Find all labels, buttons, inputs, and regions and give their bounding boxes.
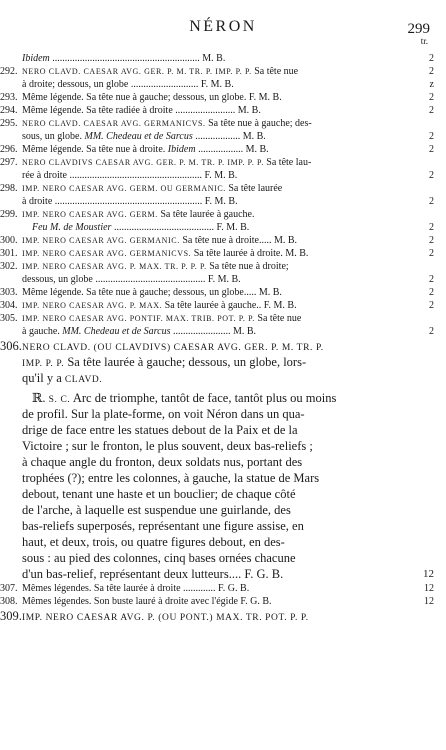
catalog-entry <box>0 260 434 286</box>
entry-line <box>22 566 434 582</box>
body-text: à gauche. <box>22 326 63 337</box>
rarity-value: 2 <box>429 144 434 155</box>
legend-text: NERO CLAVDIVS CAESAR AVG. GER. P. M. TR. P. IMP. P. P. <box>22 158 264 167</box>
entry-line <box>0 104 434 117</box>
rarity-value: 2 <box>429 66 434 77</box>
catalog-entry <box>0 182 434 208</box>
entry-number: 302. <box>0 261 18 272</box>
entry-line <box>0 143 434 156</box>
body-text: sous, un globe. <box>22 131 85 142</box>
body-text: qu'il y a <box>22 371 65 385</box>
legend-text: IMP. P. P. <box>22 359 65 369</box>
entry-number: 297. <box>0 157 18 168</box>
entry-line <box>0 65 434 78</box>
entry-line <box>22 470 434 486</box>
body-text: Même légende. Sa tête nue à gauche; dessous, un globe. F. M. B. <box>22 92 282 103</box>
catalog-entry <box>0 156 434 182</box>
legend-text: IMP. NERO CAESAR AVG. P. MAX. <box>22 301 163 310</box>
body-text: Victoire ; sur le fronton, le plus souvent, deux bas-reliefs ; <box>22 439 313 453</box>
entry-line <box>22 221 434 234</box>
catalog-entry <box>0 117 434 143</box>
catalog-entry <box>0 338 434 582</box>
legend-text: IMP. NERO CAESAR AVG. P. (OU PONT.) MAX. TR. POT. P. P. <box>22 613 309 623</box>
entry-number: 295. <box>0 118 18 129</box>
rarity-value: 12 <box>423 568 434 580</box>
rarity-value: 2 <box>429 287 434 298</box>
entry-line <box>0 156 434 169</box>
body-text: drige de face entre les statues debout de la Paix et de la <box>22 423 298 437</box>
entry-line <box>22 325 434 338</box>
body-text: à chaque angle du fronton, deux soldats nus, portant des <box>22 455 303 469</box>
rarity-value: z <box>429 79 434 90</box>
body-text: debout, tenant une haste et un bouclier; de chaque côté <box>22 487 296 501</box>
entry-line <box>0 234 434 247</box>
legend-text: IMP. NERO CAESAR AVG. P. MAX. TR. P. P. P. <box>22 262 207 271</box>
entry-line <box>0 91 434 104</box>
body-text: bas-reliefs superposés, représentant une figure assise, en <box>22 519 304 533</box>
entry-line <box>0 312 434 325</box>
body-text: Même légende. Sa tête nue à gauche; dessous, un globe..... M. B. <box>22 287 282 298</box>
entry-number: 307. <box>0 583 18 594</box>
rarity-value: 2 <box>429 105 434 116</box>
body-text: Sa tête nue <box>251 66 299 77</box>
italic-text: Feu M. de Moustier <box>32 222 112 233</box>
body-text: Sa tête nue à droite; <box>206 261 289 272</box>
body-text: à droite; dessous, un globe ........................... F. M. B. <box>22 79 234 90</box>
catalog-entry <box>0 299 434 312</box>
entry-number: 306. <box>0 339 22 353</box>
entry-line <box>22 486 434 502</box>
legend-text: NERO CLAVD. CAESAR AVG. GERMANICVS. <box>22 119 206 128</box>
catalog-entry <box>0 65 434 91</box>
catalog-entry <box>0 595 434 608</box>
body-text: Même légende. Sa tête radiée à droite ........................ M. B. <box>22 105 261 116</box>
body-text: ........................................................... M. B. <box>49 53 226 64</box>
entry-line <box>0 595 434 608</box>
entry-line <box>22 195 434 208</box>
body-text: .................. M. B. <box>195 144 269 155</box>
legend-text: IMP. NERO CAESAR AVG. GERM. OU GERMANIC. <box>22 184 226 193</box>
legend-text: CLAVD. <box>64 375 103 385</box>
entry-line <box>22 422 434 438</box>
body-text: Même légende. Sa tête nue à droite. <box>22 144 168 155</box>
entry-line <box>22 502 434 518</box>
rarity-value: 2 <box>429 274 434 285</box>
legend-text: NERO CLAVD. (OU CLAVDIVS) CAESAR AVG. GER. P. M. TR. P. <box>22 343 324 353</box>
rarity-value: 2 <box>429 248 434 259</box>
entry-number: 309. <box>0 609 22 623</box>
legend-text: IMP. NERO CAESAR AVG. GERM. <box>22 210 158 219</box>
page-title: NÉRON <box>189 18 257 35</box>
entry-line <box>22 273 434 286</box>
entry-line <box>22 518 434 534</box>
entry-number: 292. <box>0 66 18 77</box>
entry-line <box>22 406 434 422</box>
entry-line <box>22 438 434 454</box>
catalog-entry <box>0 582 434 595</box>
page-header <box>0 10 446 50</box>
entry-line <box>0 338 434 354</box>
rarity-value: 2 <box>429 326 434 337</box>
italic-text: Ibidem <box>167 144 196 155</box>
entry-line <box>0 247 434 260</box>
entry-number: 304. <box>0 300 18 311</box>
entry-line <box>22 454 434 470</box>
entry-line <box>22 52 434 65</box>
body-text: Sa tête nue <box>254 313 302 324</box>
page-number <box>408 22 431 46</box>
legend-text: NERO CLAVD. CAESAR AVG. GER. P. M. TR. P. IMP. P. P. <box>22 67 252 76</box>
entry-number: 293. <box>0 92 18 103</box>
catalog-entry <box>0 247 434 260</box>
catalog-entry <box>22 52 434 65</box>
entry-line <box>22 169 434 182</box>
catalog-entry <box>0 208 434 234</box>
body-text: Arc de triomphe, tantôt de face, tantôt plus ou moins <box>70 391 337 405</box>
body-text: à droite ........................................................... F. M. B. <box>22 196 238 207</box>
catalog-entry <box>0 286 434 299</box>
catalog-entry <box>0 608 434 624</box>
coin-entry-list <box>0 52 434 624</box>
body-text: Sa tête nue à gauche; des- <box>205 118 312 129</box>
italic-text: Ibidem <box>22 53 50 64</box>
legend-text: S. C. <box>48 395 71 405</box>
entry-line <box>22 354 434 370</box>
entry-line <box>22 550 434 566</box>
entry-line <box>0 117 434 130</box>
body-text: Sa tête laurée à droite. M. B. <box>191 248 309 259</box>
body-text: trophées (?); entre les colonnes, à gauche, la statue de Mars <box>22 471 320 485</box>
body-text: de l'arche, à laquelle est suspendue une guirlande, des <box>22 503 291 517</box>
entry-line <box>0 260 434 273</box>
entry-line <box>0 208 434 221</box>
entry-line <box>22 534 434 550</box>
entry-line <box>0 286 434 299</box>
body-text: Sa tête lau- <box>263 157 312 168</box>
body-text: dessous, un globe ............................................ F. M. B. <box>22 274 241 285</box>
body-text: Sa tête laurée à gauche. <box>157 209 255 220</box>
entry-line <box>22 370 434 386</box>
rarity-value: 2 <box>429 235 434 246</box>
entry-number: 299. <box>0 209 18 220</box>
entry-number: 308. <box>0 596 18 607</box>
catalog-entry <box>0 104 434 117</box>
entry-line <box>0 182 434 195</box>
entry-line <box>22 78 434 91</box>
entry-number: 300. <box>0 235 18 246</box>
rarity-value: 2 <box>429 300 434 311</box>
page-number-sub: tr. <box>420 36 428 46</box>
catalog-entry <box>0 91 434 104</box>
body-text: Mêmes légendes. Son buste lauré à droite avec l'égide F. G. B. <box>22 596 272 607</box>
entry-number: 303. <box>0 287 18 298</box>
entry-number: 298. <box>0 183 18 194</box>
entry-number: 301. <box>0 248 18 259</box>
legend-text: IMP. NERO CAESAR AVG. GERMANICVS. <box>22 249 192 258</box>
italic-text: MM. Chedeau et de Sarcus <box>62 326 171 337</box>
entry-line <box>22 130 434 143</box>
body-text: Sa tête laurée à gauche; dessous, un globe, lors- <box>64 355 307 369</box>
catalog-entry <box>0 234 434 247</box>
entry-number: 305. <box>0 313 18 324</box>
rarity-value: 12 <box>424 596 434 607</box>
rarity-value: 2 <box>429 131 434 142</box>
body-text: ........................................ F. M. B. <box>111 222 250 233</box>
entry-line <box>0 608 434 624</box>
page-number-value: 299 <box>407 21 430 37</box>
body-text: Sa tête laurée <box>225 183 283 194</box>
entry-line <box>0 299 434 312</box>
italic-text: MM. Chedeau et de Sarcus <box>84 131 193 142</box>
body-text: ℝ. <box>32 391 49 405</box>
legend-text: IMP. NERO CAESAR AVG. PONTIF. MAX. TRIB. POT. P. P. <box>22 314 255 323</box>
rarity-value: 2 <box>429 53 434 64</box>
rarity-value: 2 <box>429 222 434 233</box>
body-text: Mêmes légendes. Sa tête laurée à droite ............. F. G. B. <box>22 583 250 594</box>
entry-number: 296. <box>0 144 18 155</box>
rarity-value: 2 <box>429 170 434 181</box>
body-text: ....................... M. B. <box>170 326 257 337</box>
rarity-value: 2 <box>429 92 434 103</box>
body-text: de profil. Sur la plate-forme, on voit Néron dans un qua- <box>22 407 305 421</box>
rarity-value: 2 <box>429 196 434 207</box>
body-text: .................. M. B. <box>192 131 266 142</box>
body-text: sous : au pied des colonnes, cinq bases ornées chacune <box>22 551 296 565</box>
body-text: rée à droite ..................................................... F. M. B. <box>22 170 238 181</box>
legend-text: IMP. NERO CAESAR AVG. GERMANIC. <box>22 236 180 245</box>
catalog-entry <box>0 143 434 156</box>
entry-line <box>0 582 434 595</box>
catalog-entry <box>0 312 434 338</box>
rarity-value: 12 <box>424 583 434 594</box>
body-text: Sa tête laurée à gauche.. F. M. B. <box>162 300 297 311</box>
body-text: d'un bas-relief, représentant deux lutteurs.... F. G. B. <box>22 567 284 581</box>
entry-number: 294. <box>0 105 18 116</box>
body-text: Sa tête nue à droite..... M. B. <box>179 235 298 246</box>
body-text: haut, et deux, trois, ou quatre figures debout, en des- <box>22 535 285 549</box>
entry-line <box>22 390 434 406</box>
